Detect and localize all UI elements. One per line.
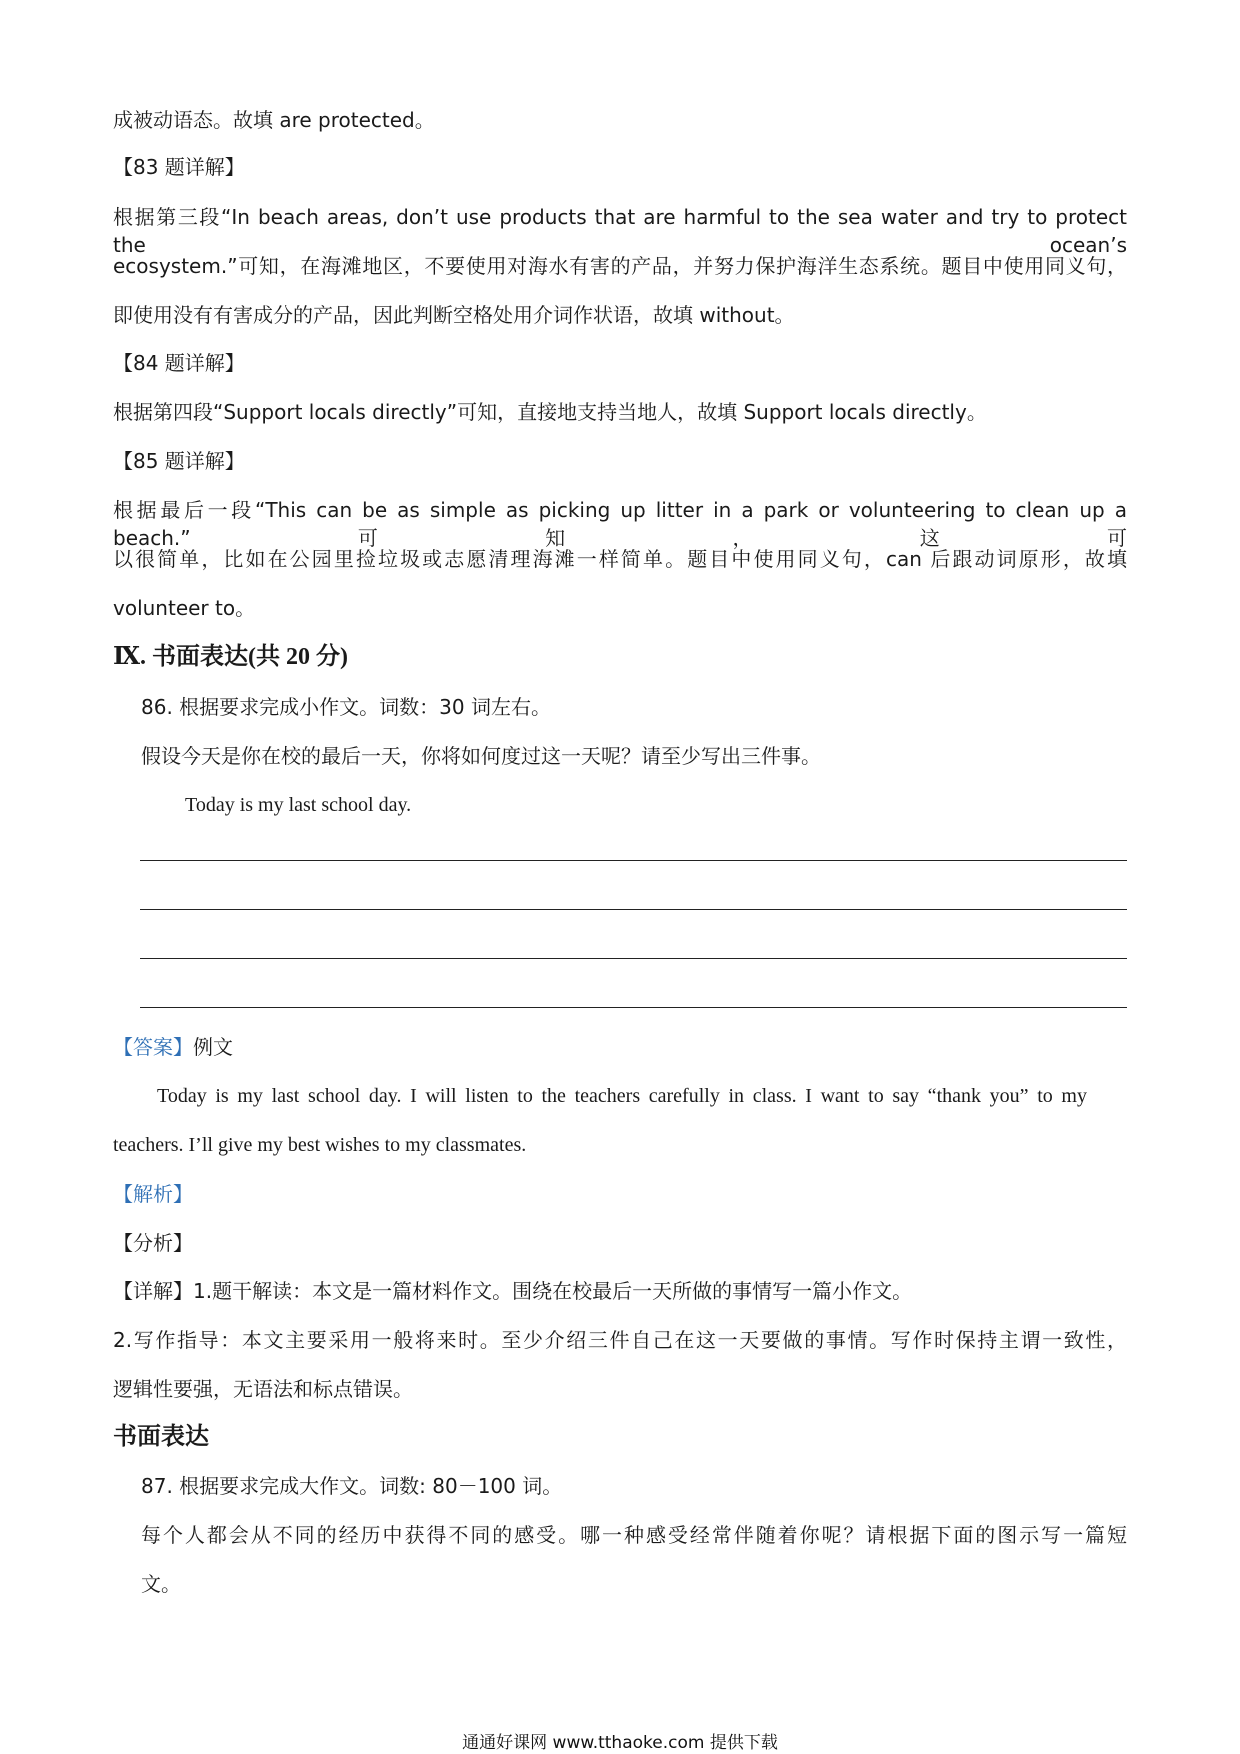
q86-task: 假设今天是你在校的最后一天，你将如何度过这一天呢？请至少写出三件事。 xyxy=(141,744,821,768)
q84-text-line: 根据第四段“Support locals directly”可知，直接地支持当地人，故填 Support locals directly。 xyxy=(113,400,987,424)
q87-task: 每个人都会从不同的经历中获得不同的感受。哪一种感受经常伴随着你呢？请根据下面的图示写一篇短 xyxy=(141,1523,1127,1547)
answer-line xyxy=(140,1007,1127,1008)
q87-task: 文。 xyxy=(141,1572,181,1596)
answer-row xyxy=(113,1033,233,1061)
essay-line: teachers. I’ll give my best wishes to my classmates. xyxy=(113,1134,527,1156)
answer-label: 例文 xyxy=(193,1035,233,1059)
q83-text-line: 根据第三段“In beach areas, don’t use products that are harmful to the sea water and try to protect the ocean’s xyxy=(113,205,1127,257)
q85-text-line: volunteer to。 xyxy=(113,596,256,620)
q83-text-line: 即使用没有有害成分的产品，因此判断空格处用介词作状语，故填 without。 xyxy=(113,303,795,327)
q83-text-line: ecosystem.”可知，在海滩地区，不要使用对海水有害的产品，并努力保护海洋生态系统。题目中使用同义句， xyxy=(113,254,1127,278)
q84-heading: 【84 题详解】 xyxy=(113,351,245,375)
answer-line xyxy=(140,909,1127,910)
analysis-tag: 【解析】 xyxy=(113,1182,193,1206)
q83-heading: 【83 题详解】 xyxy=(113,155,245,179)
q86-prompt: 86. 根据要求完成小作文。词数：30 词左右。 xyxy=(141,695,551,719)
answer-tag: 【答案】 xyxy=(113,1035,193,1059)
fenxi-heading: 【分析】 xyxy=(113,1231,193,1255)
answer-line xyxy=(140,860,1127,861)
answer-line xyxy=(140,958,1127,959)
text-line: 成被动语态。故填 are protected。 xyxy=(113,108,435,132)
q87-prompt: 87. 根据要求完成大作文。词数: 80－100 词。 xyxy=(141,1474,563,1498)
q85-text-line: 以很简单，比如在公园里捡垃圾或志愿清理海滩一样简单。题目中使用同义句，can 后跟动词原形，故填 xyxy=(113,547,1127,571)
q86-starter-sentence: Today is my last school day. xyxy=(185,794,412,816)
footer-text: 通通好课网 www.tthaoke.com 提供下载 xyxy=(462,1733,778,1753)
detail-line: 2.写作指导：本文主要采用一般将来时。至少介绍三件自己在这一天要做的事情。写作时保持主谓一致性， xyxy=(113,1328,1127,1352)
q85-text-line: 根据最后一段“This can be as simple as picking up litter in a park or volunteering to clean up a beach.”可知，这可 xyxy=(113,498,1127,550)
detail-line: 逻辑性要强，无语法和标点错误。 xyxy=(113,1377,413,1401)
essay-line: Today is my last school day. I will listen to the teachers carefully in class. I want to say “thank you” to my xyxy=(157,1085,1087,1107)
section-heading: 书面表达 xyxy=(113,1424,209,1450)
detail-line: 【详解】1.题干解读：本文是一篇材料作文。围绕在校最后一天所做的事情写一篇小作文。 xyxy=(113,1279,913,1303)
q85-heading: 【85 题详解】 xyxy=(113,449,245,473)
section-heading: Ⅸ. 书面表达(共 20 分) xyxy=(113,644,349,670)
